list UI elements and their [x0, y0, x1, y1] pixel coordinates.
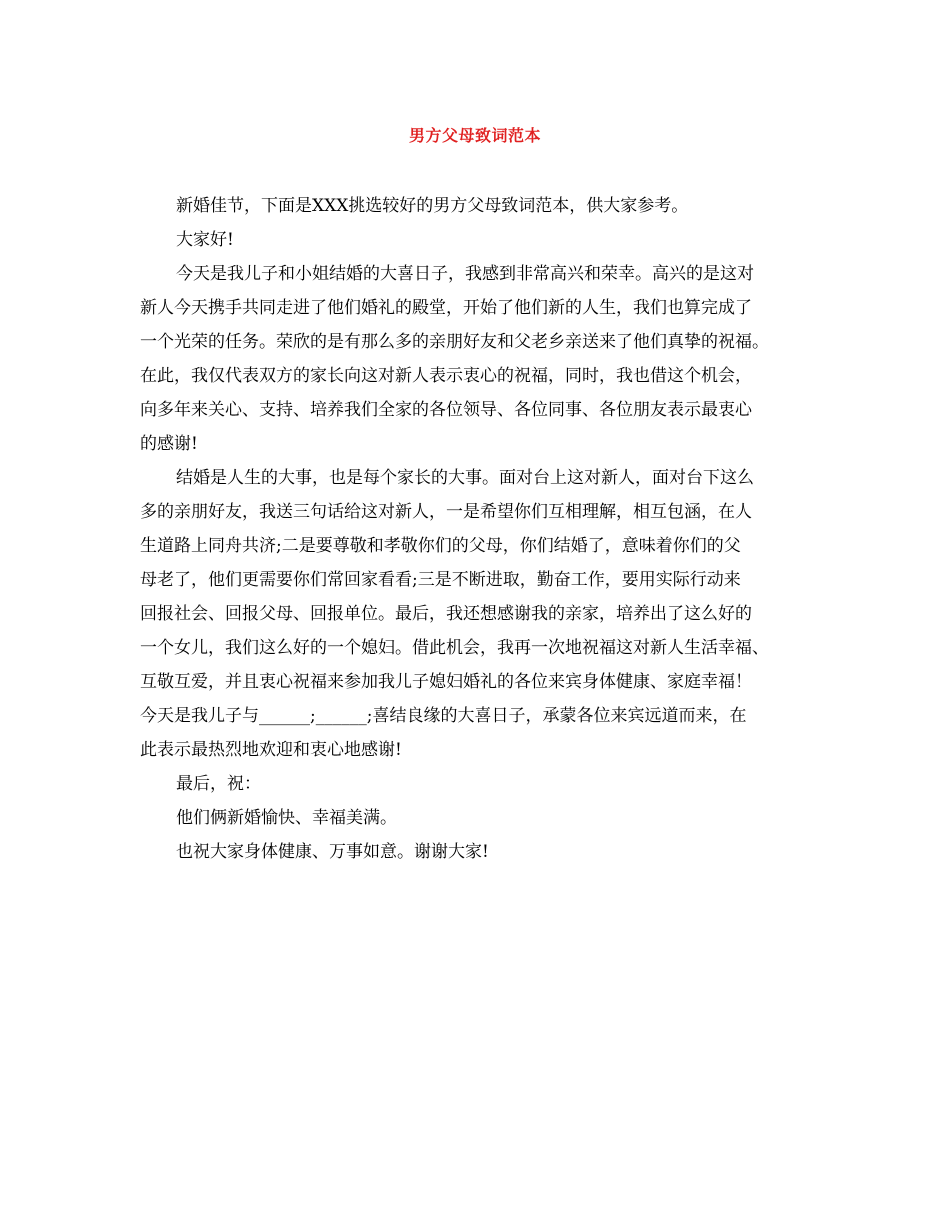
- document-title: 男方父母致词范本: [408, 126, 541, 145]
- body-line: 的感谢!: [140, 434, 198, 454]
- body-line: 最后，祝：: [176, 774, 261, 794]
- body-line: 生道路上同舟共济;二是要尊敬和孝敬你们的父母，你们结婚了，意味着你们的父: [140, 536, 741, 556]
- body-line: 他们俩新婚愉快、幸福美满。: [176, 808, 397, 828]
- body-line: 新人今天携手共同走进了他们婚礼的殿堂，开始了他们新的人生，我们也算完成了: [140, 298, 752, 318]
- body-line: 今天是我儿子与______;______;喜结良缘的大喜日子，承蒙各位来宾远道而来，在: [140, 706, 747, 726]
- body-line: 母老了，他们更需要你们常回家看看;三是不断进取，勤奋工作，要用实际行动来: [140, 570, 741, 590]
- body-line: 新婚佳节，下面是XXX挑选较好的男方父母致词范本，供大家参考。: [176, 196, 689, 216]
- body-line: 向多年来关心、支持、培养我们全家的各位领导、各位同事、各位朋友表示最衷心: [140, 400, 752, 420]
- body-line: 大家好!: [176, 230, 234, 250]
- body-line: 多的亲朋好友，我送三句话给这对新人，一是希望你们互相理解，相互包涵，在人: [140, 502, 752, 522]
- document-body: [140, 189, 820, 869]
- body-line: 一个女儿，我们这么好的一个媳妇。借此机会，我再一次地祝福这对新人生活幸福、: [140, 638, 769, 658]
- body-line: 一个光荣的任务。荣欣的是有那么多的亲朋好友和父老乡亲送来了他们真挚的祝福。: [140, 332, 769, 352]
- body-line: 结婚是人生的大事，也是每个家长的大事。面对台上这对新人，面对台下这么: [176, 468, 754, 488]
- body-line: 今天是我儿子和小姐结婚的大喜日子，我感到非常高兴和荣幸。高兴的是这对: [176, 264, 754, 284]
- body-line: 回报社会、回报父母、回报单位。最后，我还想感谢我的亲家，培养出了这么好的: [140, 604, 752, 624]
- body-line: 在此，我仅代表双方的家长向这对新人表示衷心的祝福，同时，我也借这个机会，: [140, 366, 752, 386]
- body-line: 也祝大家身体健康、万事如意。谢谢大家!: [176, 842, 489, 862]
- body-line: 此表示最热烈地欢迎和衷心地感谢!: [140, 740, 402, 760]
- body-line: 互敬互爱，并且衷心祝福来参加我儿子媳妇婚礼的各位来宾身体健康、家庭幸福！: [140, 672, 752, 692]
